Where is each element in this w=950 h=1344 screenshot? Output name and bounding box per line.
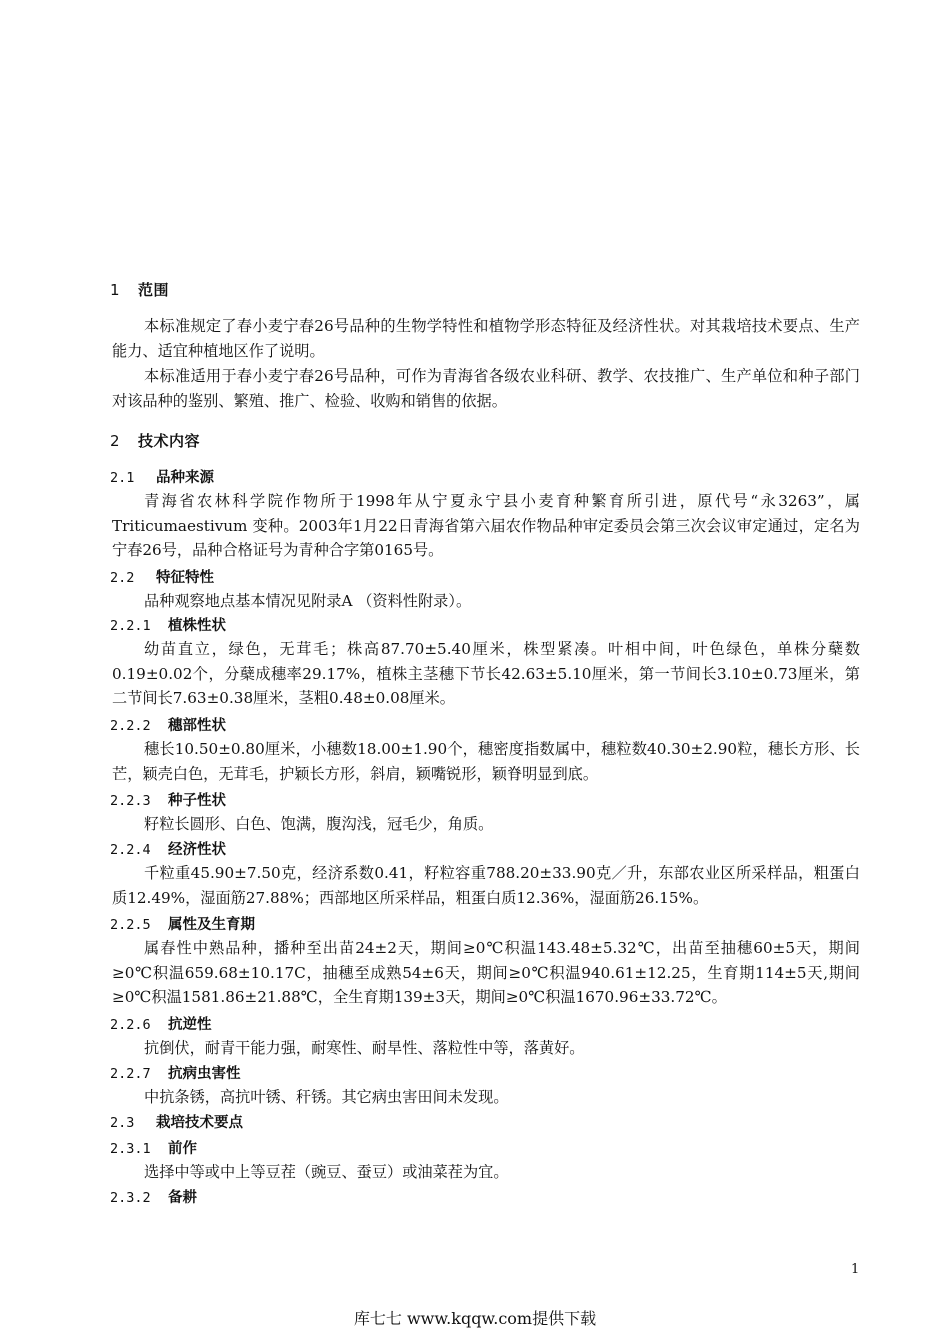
section-number: 2.2.7 <box>110 1066 151 1082</box>
section-title: 前作 <box>168 1141 197 1157</box>
section-title: 栽培技术要点 <box>156 1115 243 1131</box>
section-number: 2.2.1 <box>110 618 151 634</box>
section-number: 2.2 <box>110 570 135 586</box>
section-title: 种子性状 <box>168 793 226 809</box>
section-2-heading <box>110 430 200 451</box>
section-title: 属性及生育期 <box>168 917 255 933</box>
subsection-heading <box>110 1186 197 1207</box>
section-title: 品种来源 <box>156 470 214 486</box>
section-number: 1 <box>110 281 121 299</box>
paragraph: 千粒重45.90±7.50克，经济系数0.41，籽粒容重788.20±33.90克／升，东部农业区所采样品，粗蛋白质12.49%，湿面筋27.88%；西部地区所采样品，粗蛋白质12.36%，湿面筋26.15%。 <box>112 864 860 907</box>
download-footer: 库七七 www.kqqw.com提供下载 <box>353 1309 597 1328</box>
paragraph: 属春性中熟品种，播种至出苗24±2天，期间≥0℃积温143.48±5.32℃，出苗至抽穗60±5天，期间≥0℃积温659.68±10.17C，抽穗至成熟54±6天，期间≥0℃积温940.61±12.25，生育期114±5天,期间≥0℃积温1581.86±21.88℃，全生育期139±3天，期间≥0℃积温1670.96±33.72℃。 <box>112 939 860 1006</box>
section-number: 2.2.6 <box>110 1017 151 1033</box>
section-number: 2 <box>110 432 121 450</box>
section-title: 特征特性 <box>156 570 214 586</box>
subsection-heading <box>110 838 226 859</box>
section-number: 2.2.4 <box>110 842 151 858</box>
subsection-heading <box>110 566 214 587</box>
subsection-heading <box>110 614 226 635</box>
paragraph: 选择中等或中上等豆茬（豌豆、蚕豆）或油菜茬为宜。 <box>144 1163 509 1181</box>
paragraph: 籽粒长圆形、白色、饱满，腹沟浅，冠毛少，角质。 <box>144 815 494 833</box>
section-number: 2.2.2 <box>110 718 151 734</box>
section-title: 经济性状 <box>168 842 226 858</box>
paragraph: 抗倒伏，耐青干能力强，耐寒性、耐旱性、落粒性中等，落黄好。 <box>144 1039 585 1057</box>
paragraph: 青海省农林科学院作物所于1998年从宁夏永宁县小麦育种繁育所引进，原代号“永3263”，属Triticumaestivum 变种。2003年1月22日青海省第六届农作物品种审定委员会第三次会议审定通过，定名为宁春26号，品种合格证号为青种合字第0165号。 <box>112 492 860 559</box>
subsection-heading <box>110 1062 241 1083</box>
section-title: 穗部性状 <box>168 718 226 734</box>
section-number: 2.1 <box>110 470 135 486</box>
page-number: 1 <box>851 1262 860 1277</box>
subsection-heading <box>110 714 226 735</box>
subsection-heading <box>110 913 255 934</box>
section-1-heading <box>110 279 169 300</box>
paragraph: 中抗条锈，高抗叶锈、秆锈。其它病虫害田间未发现。 <box>144 1088 509 1106</box>
subsection-heading <box>110 1137 197 1158</box>
subsection-heading <box>110 1111 243 1132</box>
section-title: 技术内容 <box>138 432 201 450</box>
paragraph: 穗长10.50±0.80厘米，小穗数18.00±1.90个，穗密度指数属中，穗粒数40.30±2.90粒，穗长方形、长芒，颖壳白色，无茸毛，护颖长方形，斜肩，颖嘴锐形，颖脊明显到底。 <box>112 740 860 783</box>
section-number: 2.3 <box>110 1115 135 1131</box>
paragraph: 本标准适用于春小麦宁春26号品种，可作为青海省各级农业科研、教学、农技推广、生产单位和种子部门对该品种的鉴别、繁殖、推广、检验、收购和销售的依据。 <box>112 367 860 410</box>
section-title: 抗病虫害性 <box>168 1066 241 1082</box>
section-title: 范围 <box>138 281 170 299</box>
paragraph: 本标准规定了春小麦宁春26号品种的生物学特性和植物学形态特征及经济性状。对其栽培技术要点、生产能力、适宜种植地区作了说明。 <box>112 317 860 360</box>
section-number: 2.3.1 <box>110 1141 151 1157</box>
section-title: 备耕 <box>168 1190 197 1206</box>
section-number: 2.3.2 <box>110 1190 151 1206</box>
section-title: 植株性状 <box>168 618 226 634</box>
section-number: 2.2.5 <box>110 917 151 933</box>
paragraph: 品种观察地点基本情况见附录A （资料性附录）。 <box>144 592 472 610</box>
subsection-heading <box>110 466 214 487</box>
subsection-heading <box>110 1013 212 1034</box>
section-number: 2.2.3 <box>110 793 151 809</box>
paragraph: 幼苗直立，绿色，无茸毛；株高87.70±5.40厘米，株型紧凑。叶相中间，叶色绿色，单株分蘖数0.19±0.02个，分蘖成穗率29.17%，植株主茎穗下节长42.63±5.10厘米，第一节间长3.10±0.73厘米，第二节间长7.63±0.38厘米，茎粗0.48±0.08厘米。 <box>112 640 860 707</box>
subsection-heading <box>110 789 226 810</box>
section-title: 抗逆性 <box>168 1017 212 1033</box>
